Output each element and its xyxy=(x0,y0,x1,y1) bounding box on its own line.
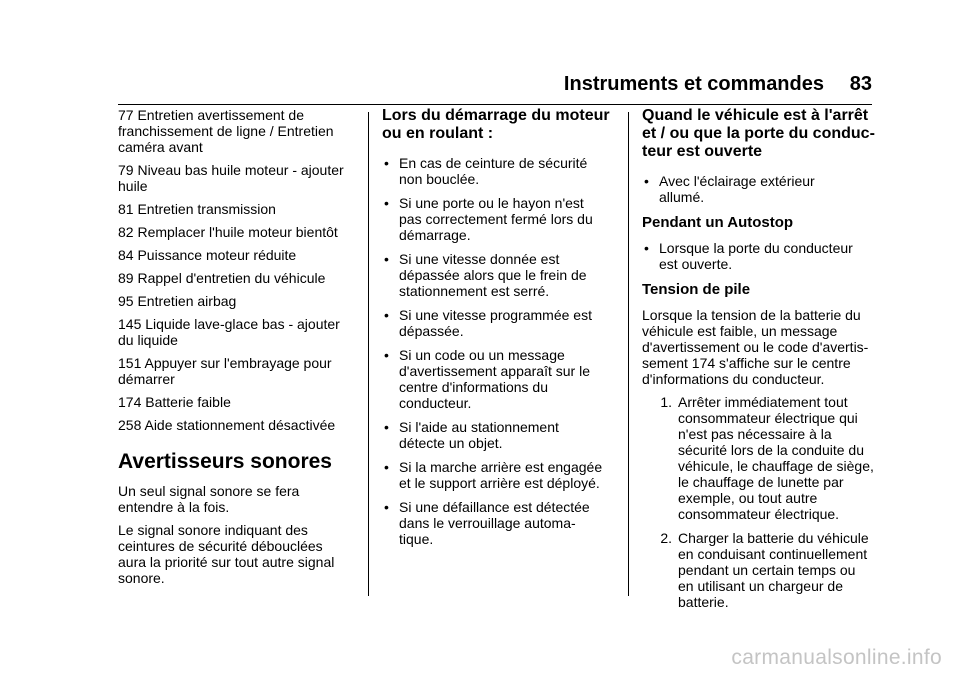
list-item xyxy=(382,307,618,339)
bullet-icon: • xyxy=(384,307,389,323)
warning-code-list xyxy=(118,107,358,433)
column-middle xyxy=(382,107,618,555)
list-item-text: Si une vitesse donnée est dépassée alors que le frein de stationnement est serré. xyxy=(399,251,587,299)
list-item-text: Si l'aide au stationnement détecte un objet. xyxy=(399,419,559,451)
list-item-text: Si une défaillance est détectée dans le verrouillage automa- tique. xyxy=(399,499,590,547)
list-item xyxy=(382,499,618,547)
warning-code: 95 Entretien airbag xyxy=(118,293,237,309)
bullet-icon: • xyxy=(384,155,389,171)
list-item xyxy=(382,459,618,491)
list-item xyxy=(382,419,618,451)
bullet-icon: • xyxy=(644,173,649,189)
step-number: 2. xyxy=(660,530,672,546)
numbered-step xyxy=(642,394,882,522)
subsection-heading: Pendant un Autostop xyxy=(642,214,794,231)
step-number: 1. xyxy=(660,394,672,410)
warning-code: 82 Remplacer l'huile moteur bientôt xyxy=(118,224,338,240)
list-item-text: Lorsque la porte du conducteur est ouverte. xyxy=(659,240,853,272)
warning-code: 174 Batterie faible xyxy=(118,394,231,410)
bullet-icon: • xyxy=(384,195,389,211)
subsection-heading: Lors du démarrage du moteur ou en roulant : xyxy=(382,107,610,142)
subsection-heading: Tension de pile xyxy=(642,281,751,298)
body-paragraph: Un seul signal sonore se fera entendre à la fois. xyxy=(118,483,300,515)
list-item xyxy=(642,173,882,205)
numbered-list xyxy=(642,394,882,610)
bullet-icon: • xyxy=(384,419,389,435)
list-item-text: Avec l'éclairage extérieur allumé. xyxy=(659,173,815,205)
list-item xyxy=(382,251,618,299)
list-item xyxy=(382,347,618,411)
bullet-icon: • xyxy=(384,499,389,515)
column-divider xyxy=(628,112,629,596)
list-item-text: En cas de ceinture de sécurité non bouclée. xyxy=(399,155,588,187)
page-header xyxy=(118,72,872,105)
column-divider xyxy=(368,112,369,596)
warning-code: 89 Rappel d'entretien du véhicule xyxy=(118,270,326,286)
list-item xyxy=(382,155,618,187)
warning-code: 79 Niveau bas huile moteur - ajouter huile xyxy=(118,162,344,194)
page-number: 83 xyxy=(849,73,872,95)
step-text: Arrêter immédiatement tout consommateur électrique qui n'est pas nécessaire à la sécurité lors de la conduite du véhicule, le chauffage de siège, le chauffage de lunette par exemple, ou tout autre consommateur électrique. xyxy=(678,394,874,522)
numbered-step xyxy=(642,530,882,610)
subsection-heading: Quand le véhicule est à l'arrêt et / ou que la porte du conduc- teur est ouverte xyxy=(642,107,875,160)
bullet-list xyxy=(382,155,618,547)
bullet-icon: • xyxy=(644,240,649,256)
warning-code: 81 Entretien transmission xyxy=(118,201,276,217)
list-item-text: Si une vitesse programmée est dépassée. xyxy=(399,307,592,339)
warning-code: 258 Aide stationnement désactivée xyxy=(118,417,336,433)
body-paragraph: Lorsque la tension de la batterie du véhicule est faible, un message d'avertissement ou le code d'avertis- sement 174 s'affiche sur le centre d'informations du conducteur. xyxy=(642,307,869,387)
section-title: Instruments et commandes xyxy=(563,73,824,95)
list-item-text: Si la marche arrière est engagée et le support arrière est déployé. xyxy=(399,459,603,491)
bullet-list xyxy=(642,240,882,272)
bullet-icon: • xyxy=(384,251,389,267)
list-item xyxy=(642,240,882,272)
column-left xyxy=(118,107,358,593)
body-paragraph: Le signal sonore indiquant des ceintures de sécurité débouclées aura la priorité sur tout autre signal sonore. xyxy=(118,522,335,586)
warning-code: 84 Puissance moteur réduite xyxy=(118,247,297,263)
bullet-icon: • xyxy=(384,347,389,363)
bullet-icon: • xyxy=(384,459,389,475)
column-right xyxy=(642,107,882,618)
warning-code: 145 Liquide lave-glace bas - ajouter du liquide xyxy=(118,316,340,348)
site-watermark: carmanualsonline.info xyxy=(731,646,942,669)
list-item-text: Si une porte ou le hayon n'est pas correctement fermé lors du démarrage. xyxy=(399,195,593,243)
warning-code: 151 Appuyer sur l'embrayage pour démarrer xyxy=(118,355,332,387)
list-item-text: Si un code ou un message d'avertissement apparaît sur le centre d'informations du conducteur. xyxy=(399,347,590,411)
warning-code: 77 Entretien avertissement de franchissement de ligne / Entretien caméra avant xyxy=(118,107,334,155)
list-item xyxy=(382,195,618,243)
section-heading: Avertisseurs sonores xyxy=(118,450,332,473)
bullet-list xyxy=(642,173,882,205)
step-text: Charger la batterie du véhicule en conduisant continuellement pendant un certain temps ou en utilisant un chargeur de batterie. xyxy=(678,530,869,610)
